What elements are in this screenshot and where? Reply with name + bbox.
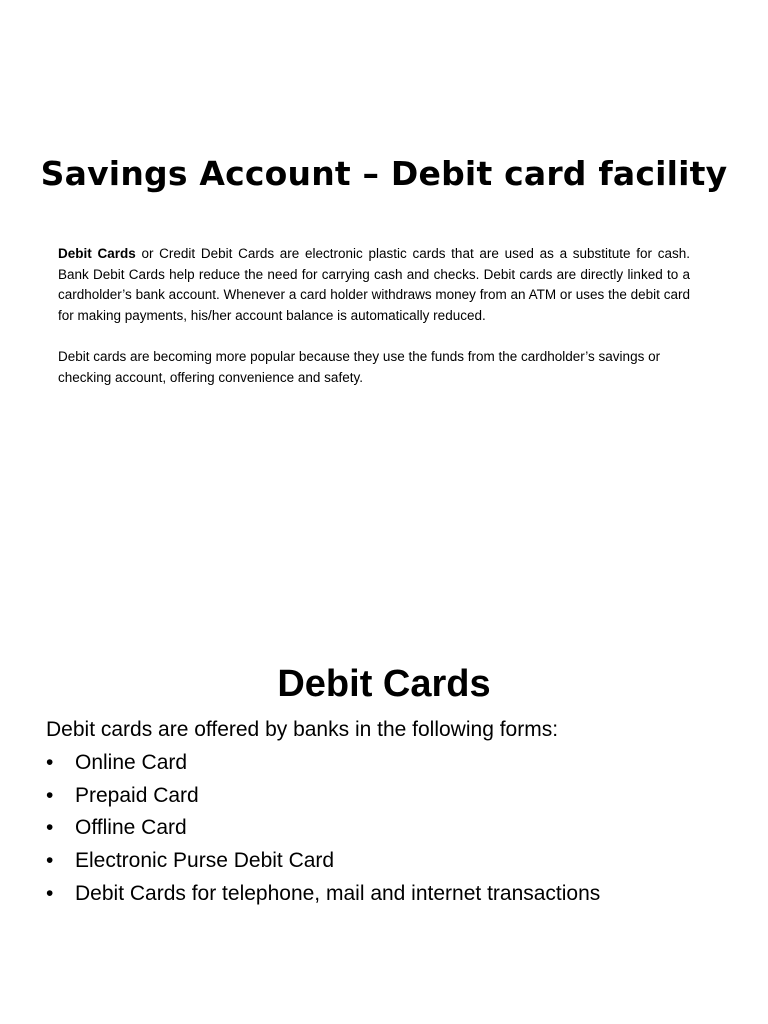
bullet-icon: • bbox=[46, 849, 54, 873]
bullet-text: Online Card bbox=[75, 751, 188, 774]
bullet-item bbox=[46, 812, 600, 845]
bullet-item bbox=[46, 747, 600, 780]
bullet-icon: • bbox=[46, 751, 54, 774]
bullet-icon: • bbox=[46, 783, 54, 807]
bullet-text: Electronic Purse Debit Card bbox=[75, 849, 335, 873]
slide-title: Savings Account – Debit card facility bbox=[40, 154, 728, 194]
paragraph-text: or Credit Debit Cards are electronic plastic cards that are used as a substitute for cash. Bank Debit Cards help reduce the need for carrying cash and checks. Debit cards are directly linked to a cardholder’s bank account. Whenever a card holder withdraws money from an ATM or uses the debit card for making payments, his/her account balance is automatically reduced. bbox=[58, 246, 690, 323]
slide-title: Debit Cards bbox=[277, 662, 491, 705]
bullet-list bbox=[46, 747, 600, 911]
bullet-icon: • bbox=[46, 816, 54, 840]
intro-text: Debit cards are offered by banks in the following forms: bbox=[46, 718, 559, 741]
bullet-text: Debit Cards for telephone, mail and internet transactions bbox=[75, 881, 601, 905]
bullet-item bbox=[46, 845, 600, 878]
paragraph-lead: Debit Cards bbox=[58, 246, 136, 261]
bullet-item bbox=[46, 780, 600, 813]
slide-debit-cards bbox=[0, 512, 768, 1024]
bullet-text: Prepaid Card bbox=[75, 783, 199, 807]
bullet-icon: • bbox=[46, 881, 54, 905]
bullet-item bbox=[46, 878, 600, 911]
bullet-text: Offline Card bbox=[75, 816, 187, 840]
paragraph-definition bbox=[58, 244, 690, 326]
paragraph-popularity: Debit cards are becoming more popular because they use the funds from the cardholder’s savings or checking account, offering convenience and safety. bbox=[58, 349, 661, 385]
slide-body bbox=[58, 244, 690, 409]
